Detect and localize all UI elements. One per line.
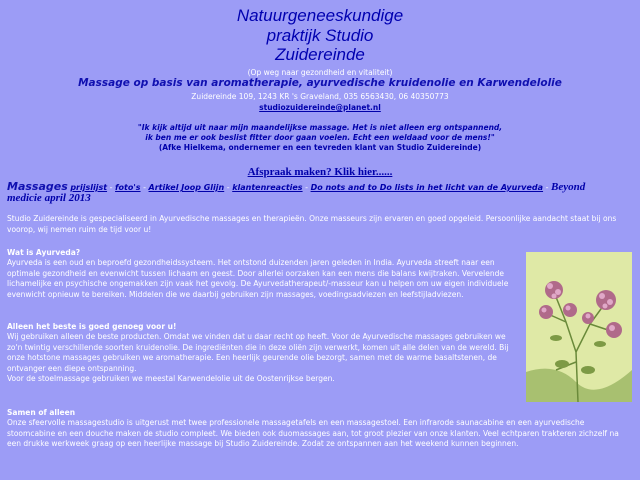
best-text: Wij gebruiken alleen de beste producten. Omdat we vinden dat u daar recht op heeft. Voor de Ayurvedische massages gebruiken we zo'n twintig verschillende soorten kruidenolie. De ingrediënten die in deze oliën zijn verwerkt, komen uit alle delen van de wereld. Bij onze hotstone massages gebruiken we aromatherapie. Een heerlijk geurende olie bezorgt, samen met de warme basaltstenen, de ontvanger een diepe ontspanning. <box>7 332 509 373</box>
best-heading: Alleen het beste is goed genoeg voor u! <box>7 322 177 331</box>
nav-separator: - <box>140 183 149 192</box>
site-title-line-3: Zuidereinde <box>275 45 365 64</box>
nav-massages[interactable]: Massages <box>7 180 68 193</box>
nav-fotos[interactable]: foto's <box>115 183 141 192</box>
main-nav <box>7 181 607 204</box>
contact-address: Zuidereinde 109, 1243 KR 's Graveland, 035 6563430, 06 40350773 <box>191 92 449 101</box>
intro-text: Studio Zuidereinde is gespecialiseerd in Ayurvedische massages en therapieën. Onze masseurs zijn ervaren en goed opgeleid. Persoonlijke aandacht staat bij ons voorop, wij nemen ruim de tijd voor u! <box>7 214 617 234</box>
site-title-line-2: praktijk Studio <box>266 26 374 45</box>
ayurveda-text: Ayurveda is een oud en beproefd gezondheidssysteem. Het ontstond duizenden jaren geleden in India. Ayurveda streeft naar een optimale gezondheid en evenwicht tussen lichaam en geest. Door allerlei oorzaken kan een mens die balans kwijtraken. Vervelende lichamelijke en psychische ongemakken zijn vaak het gevolg. De Ayurvedatherapeut/-masseur kan u helpen om uw eigen individuele evenwicht opnieuw te bereiken. Middelen die we daarbij gebruiken zijn massages, voedingsadviezen en leefstijladviezen. <box>7 258 509 299</box>
nav-separator: - <box>302 183 311 192</box>
ayurveda-heading: Wat is Ayurveda? <box>7 248 81 257</box>
email-link[interactable]: studiozuidereinde@planet.nl <box>259 103 381 112</box>
best-text-2: Voor de stoelmassage gebruiken we meestal Karwendelolie uit de Oostenrijkse bergen. <box>7 374 335 383</box>
site-subtitle: (Op weg naar gezondheid en vitaliteit) <box>247 68 393 77</box>
oregano-flower-photo <box>526 252 632 402</box>
together-text: Onze sfeervolle massagestudio is uitgerust met twee professionele massagetafels en een massagestoel. Een infrarode saunacabine en een ayurvedische stoomcabine en een douche maken de studio compleet. We bieden ook duomassages aan, tot groot plezier van onze klanten. Veel echtparen trakteren zichzelf na een drukke werkweek graag op een heerlijke massage bij Studio Zuidereinde. Zodat ze ontspannen aan het weekend kunnen beginnen. <box>7 418 619 448</box>
nav-separator: - <box>107 183 116 192</box>
nav-beyond-medicie[interactable]: Beyond medicie april 2013 <box>7 181 586 204</box>
testimonial-line-2: ik ben me er ook beslist fitter door gaan voelen. Echt een weldaad voor de mens!" <box>145 133 495 142</box>
testimonial-line-1: "Ik kijk altijd uit naar mijn maandelijkse massage. Het is niet alleen erg ontspannend, <box>137 123 503 132</box>
together-heading: Samen of alleen <box>7 408 76 417</box>
testimonial-quote <box>0 123 640 143</box>
nav-artikel[interactable]: Artikel Joop Glijn <box>148 183 225 192</box>
nav-separator: - <box>543 183 552 192</box>
tagline: Massage op basis van aromatherapie, ayurvedische kruidenolie en Karwendelolie <box>78 77 562 89</box>
appointment-link[interactable]: Afspraak maken? Klik hier...... <box>247 166 393 178</box>
testimonial-author: (Afke Hielkema, ondernemer en een tevreden klant van Studio Zuidereinde) <box>158 143 482 152</box>
nav-prijslijst[interactable]: prijslijst <box>70 183 108 192</box>
nav-klantenreacties[interactable]: klantenreacties <box>232 183 303 192</box>
site-title-line-1: Natuurgeneeskundige <box>236 6 404 25</box>
nav-separator: - <box>224 183 233 192</box>
nav-do-nots[interactable]: Do nots and to Do lists in het licht van de Ayurveda <box>310 183 544 192</box>
